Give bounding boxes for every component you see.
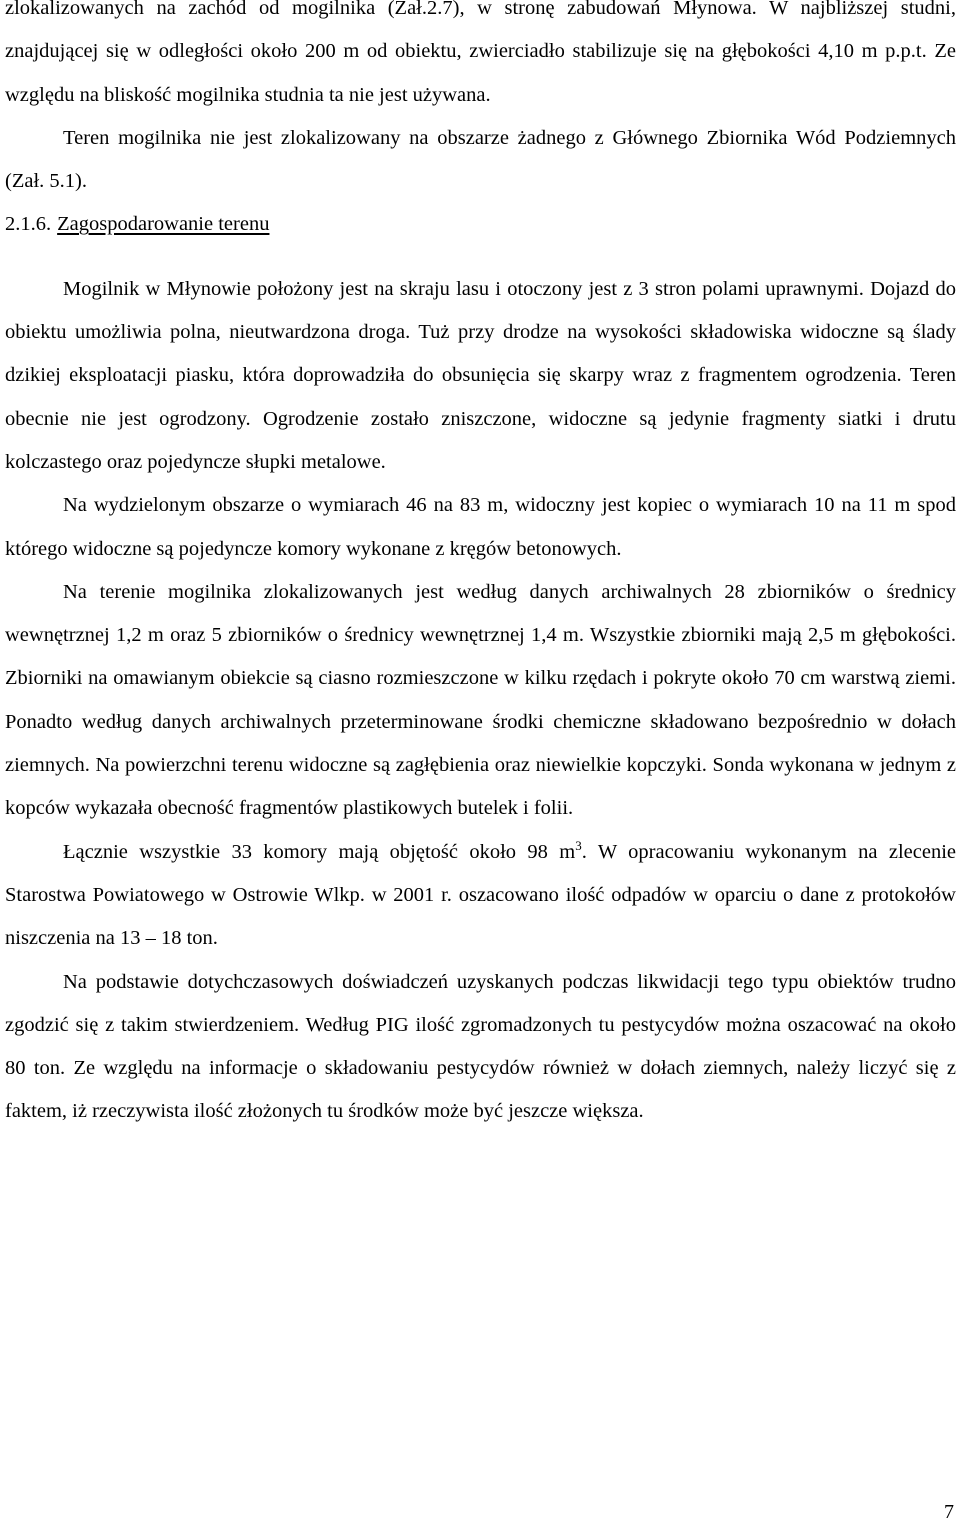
paragraph-tanks-description: Na terenie mogilnika zlokalizowanych jest według danych archiwalnych 28 zbiorników o średnicy wewnętrznej 1,2 m oraz 5 zbiorników o średnicy wewnętrznej 1,4 m. Wszystkie zbiorniki mają 2,5 m głębokości. Zbiorniki na omawianym obiekcie są ciasno rozmieszczone w kilku rzędach i pokryte około 70 cm warstwą ziemi. Ponadto według danych archiwalnych przeterminowane środki chemiczne składowano bezpośrednio w dołach ziemnych. Na powierzchni terenu widoczne są zagłębienia oraz niewielkie kopczyki. Sonda wykonana w jednym z kopców wykazała obecność fragmentów plastikowych butelek i folii. — [5, 580, 956, 820]
paragraph-aquifer-location: Teren mogilnika nie jest zlokalizowany na obszarze żadnego z Głównego Zbiornika Wód Podziemnych (Zał. 5.1). — [5, 126, 956, 193]
paragraph-groundwater-well: zlokalizowanych na zachód od mogilnika (Zał.2.7), w stronę zabudowań Młynowa. W najbliższej studni, znajdującej się w odległości około 200 m od obiektu, zwierciadło stabilizuje się na głębokości 4,10 m p.p.t. Ze względu na bliskość mogilnika studnia ta nie jest używana. — [5, 0, 956, 106]
paragraph-site-surroundings: Mogilnik w Młynowie położony jest na skraju lasu i otoczony jest z 3 stron polami uprawnymi. Dojazd do obiektu umożliwia polna, nieutwardzona droga. Tuż przy drodze na wysokości składowiska widoczne są ślady dzikiej eksploatacji piasku, która doprowadziła do obsunięcia się skarpy wraz z fragmentem ogrodzenia. Teren obecnie nie jest ogrodzony. Ogrodzenie zostało zniszczone, widoczne są jedynie fragmenty siatki i drutu kolczastego oraz pojedyncze słupki metalowe. — [5, 277, 956, 473]
chamber-volume-text-continued: . W opracowaniu wykonanym na zlecenie Starostwa Powiatowego w Ostrowie Wlkp. w 2001 r. oszacowano ilość odpadów w oparciu o dane z protokołów niszczenia na 13 – 18 ton. — [5, 840, 956, 950]
page-number: 7 — [944, 1501, 954, 1523]
paragraph-pesticide-estimate: Na podstawie dotychczasowych doświadczeń uzyskanych podczas likwidacji tego typu obiektów trudno zgodzić się z takim stwierdzeniem. Według PIG ilość zgromadzonych tu pestycydów można oszacować na około 80 ton. Ze względu na informacje o składowaniu pestycydów również w dołach ziemnych, należy liczyć się z faktem, iż rzeczywista ilość złożonych tu środków może być jeszcze większa. — [5, 970, 956, 1123]
section-heading — [5, 203, 956, 246]
cubic-superscript: 3 — [575, 837, 582, 853]
paragraph-mound-dimensions: Na wydzielonym obszarze o wymiarach 46 na 83 m, widoczny jest kopiec o wymiarach 10 na 11 m spod którego widoczne są pojedyncze komory wykonane z kręgów betonowych. — [5, 494, 956, 560]
section-heading-number: 2.1.6. — [5, 213, 52, 236]
paragraph-chamber-volume — [5, 831, 956, 961]
section-heading-title: Zagospodarowanie terenu — [57, 213, 270, 236]
chamber-volume-text: Łącznie wszystkie 33 komory mają objętość około 98 m — [63, 840, 576, 863]
